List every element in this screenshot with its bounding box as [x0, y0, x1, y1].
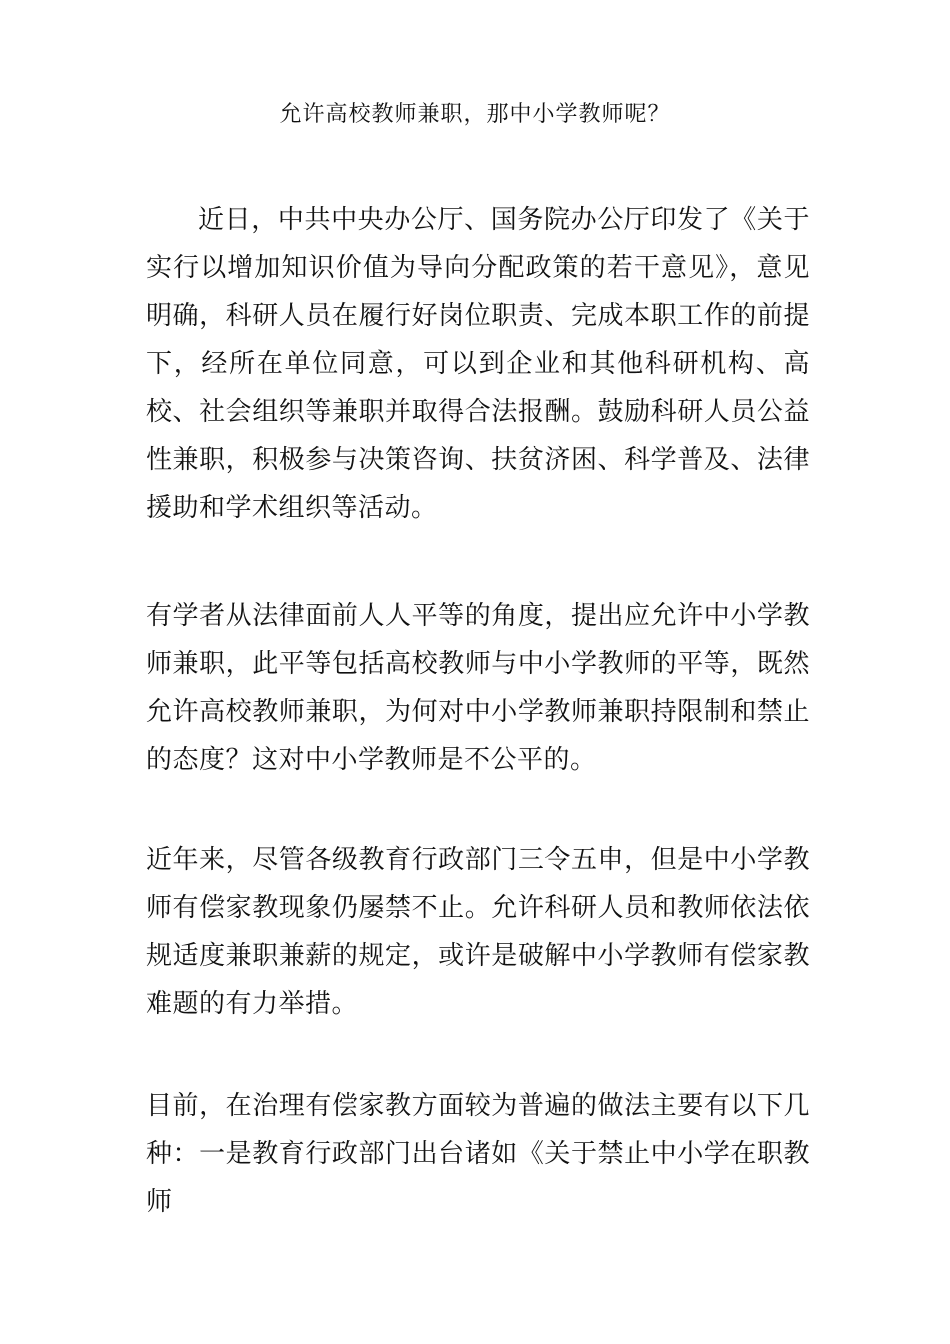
document-title: 允许高校教师兼职，那中小学教师呢？ [279, 102, 671, 127]
paragraph-2: 有学者从法律面前人人平等的角度，提出应允许中小学教师兼职，此平等包括高校教师与中小学教师的平等，既然允许高校教师兼职，为何对中小学教师兼职持限制和禁止的态度？这对中小学教师是不公平的。 [146, 601, 810, 775]
paragraph-3: 近年来，尽管各级教育行政部门三令五申，但是中小学教师有偿家教现象仍屡禁不止。允许科研人员和教师依法依规适度兼职兼薪的规定，或许是破解中小学教师有偿家教难题的有力举措。 [146, 845, 810, 1019]
paragraph-1: 近日，中共中央办公厅、国务院办公厅印发了《关于实行以增加知识价值为导向分配政策的若干意见》，意见明确，科研人员在履行好岗位职责、完成本职工作的前提下，经所在单位同意，可以到企业和其他科研机构、高校、社会组织等兼职并取得合法报酬。鼓励科研人员公益性兼职，积极参与决策咨询、扶贫济困、科学普及、法律援助和学术组织等活动。 [146, 205, 810, 523]
paragraph-4: 目前，在治理有偿家教方面较为普遍的做法主要有以下几种：一是教育行政部门出台诸如《关于禁止中小学在职教师 [146, 1091, 810, 1217]
